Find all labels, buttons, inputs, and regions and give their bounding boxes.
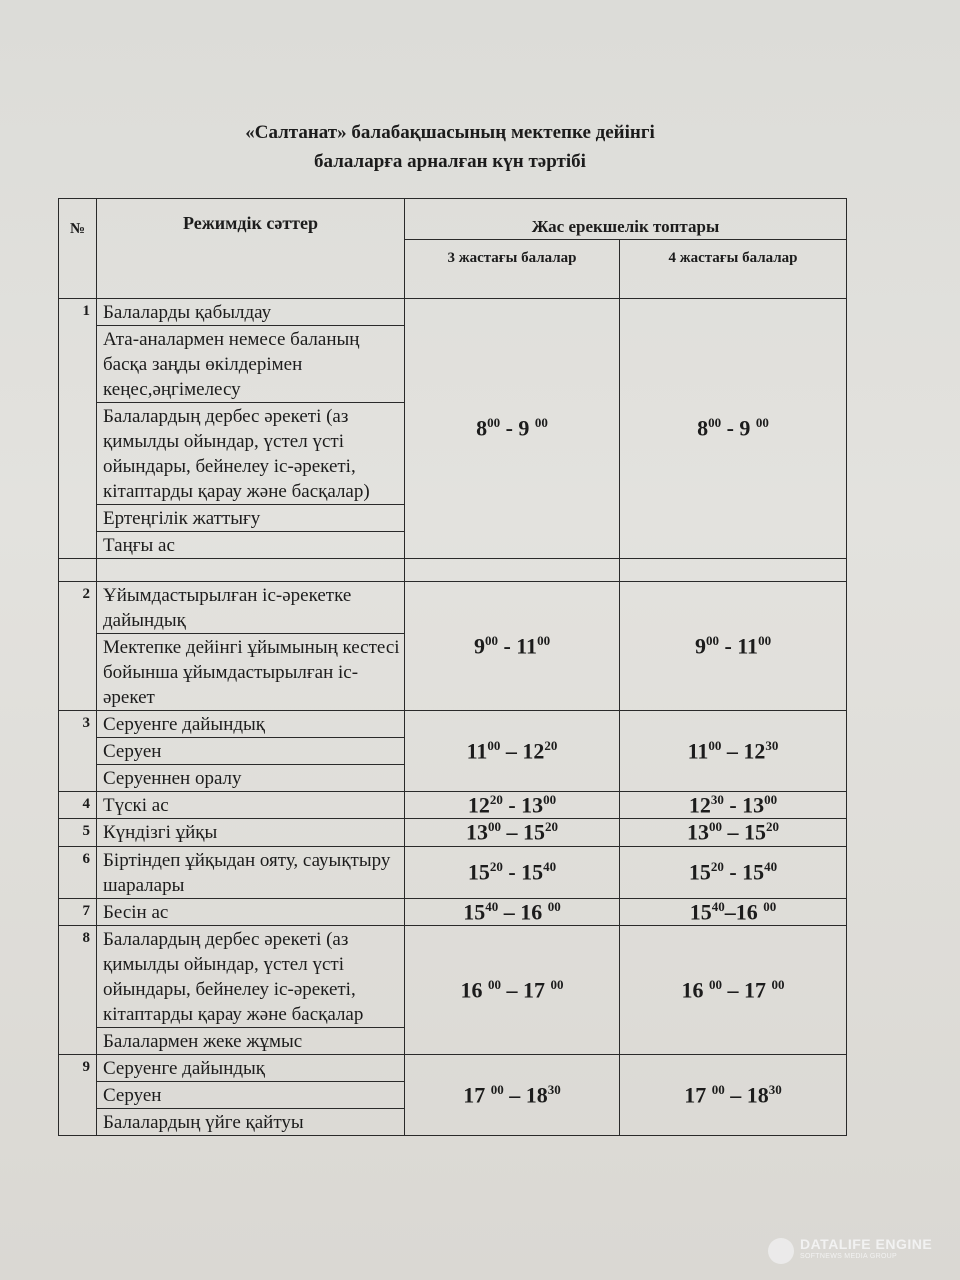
time-separator: - (500, 415, 519, 441)
time-cell-group3 (405, 1054, 620, 1135)
time-separator: - (723, 792, 743, 818)
table-row (59, 299, 847, 559)
row-number: 1 (59, 299, 97, 559)
header-regime: Режимдік сәттер (97, 199, 405, 299)
activity-item: Серуенге дайындық (97, 711, 404, 738)
time-cell-group4 (620, 299, 847, 559)
time-end-minutes: 20 (766, 819, 779, 835)
schedule-body (59, 299, 847, 1136)
activity-item: Бесін ас (103, 901, 169, 923)
time-cell-group4 (620, 846, 847, 898)
time-start-hour: 13 (466, 819, 488, 845)
time-separator: – (503, 1082, 526, 1108)
activity-item: Түскі ас (103, 795, 169, 816)
spacer-cell (97, 559, 405, 582)
time-end-minutes: 40 (764, 858, 778, 874)
time-cell-group3 (405, 898, 620, 925)
table-row (59, 792, 847, 819)
time-start-minutes: 00 (484, 632, 498, 648)
time-end-minutes: 00 (771, 976, 785, 992)
spacer-cell (620, 559, 847, 582)
header-number: № (59, 199, 97, 299)
row-number: 8 (59, 925, 97, 1054)
time-end-hour: 11 (737, 633, 759, 659)
time-start-minutes: 00 (705, 632, 719, 648)
document-title (150, 118, 750, 176)
time-end-hour: 18 (525, 1082, 548, 1108)
table-row (59, 1054, 847, 1135)
time-end-hour: 15 (523, 819, 545, 845)
time-start-hour: 16 (460, 977, 488, 1003)
time-separator: - (502, 859, 522, 885)
time-start-hour: 15 (463, 898, 486, 924)
row-activities (97, 846, 405, 898)
time-end-minutes: 20 (545, 819, 558, 835)
time-separator: – (724, 1082, 747, 1108)
time-separator: – (498, 898, 521, 924)
time-start-hour: 17 (463, 1082, 491, 1108)
row-number: 2 (59, 582, 97, 711)
time-cell-group4 (620, 898, 847, 925)
time-end-minutes: 30 (547, 1081, 561, 1097)
activity-item: Мектепке дейінгі ұйымының кестесі бойынша ұйымдастырылған іс-әрекет (103, 637, 400, 708)
time-start-minutes: 00 (709, 819, 722, 835)
time-end-hour: 11 (516, 633, 538, 659)
time-end-hour: 9 (739, 415, 756, 441)
row-number: 6 (59, 846, 97, 898)
table-row (59, 711, 847, 792)
time-end-hour: 12 (522, 738, 545, 764)
daily-schedule-table (58, 198, 847, 1136)
activity-item: Серуеннен оралу (103, 768, 242, 789)
time-end-minutes: 00 (755, 415, 769, 431)
watermark-sub: SOFTNEWS MEDIA GROUP (800, 1253, 898, 1260)
time-start-minutes: 00 (709, 976, 722, 992)
time-separator: - (723, 859, 743, 885)
time-start-minutes: 20 (710, 858, 724, 874)
table-row (59, 582, 847, 711)
time-start-minutes: 40 (485, 898, 499, 914)
time-end-hour: 13 (521, 792, 544, 818)
time-end-hour: 9 (518, 415, 535, 441)
time-end-minutes: 00 (764, 792, 778, 807)
header-row-1 (59, 199, 847, 240)
time-separator: – (501, 977, 523, 1003)
title-line-2: балаларға арналған күн тәртібі (314, 151, 586, 172)
time-start-hour: 13 (687, 819, 709, 845)
time-end-minutes: 00 (758, 632, 772, 648)
time-end-minutes: 40 (543, 858, 557, 874)
time-end-minutes: 00 (550, 976, 564, 992)
activity-item: Ата-аналармен немесе баланың басқа заңды өкілдерімен кеңес,әңгімелесу (97, 326, 404, 403)
time-start-hour: 9 (694, 633, 706, 659)
row-number: 5 (59, 819, 97, 846)
time-separator: – (501, 819, 523, 845)
time-separator: – (724, 898, 736, 924)
time-start-hour: 12 (467, 792, 490, 818)
time-end-hour: 16 (520, 898, 548, 924)
header-age-groups: Жас ерекшелік топтары (405, 199, 847, 240)
time-start-minutes: 00 (711, 1081, 725, 1097)
activity-item: Балалардың үйге қайтуы (103, 1111, 304, 1133)
time-separator: - (497, 633, 517, 659)
time-start-hour: 11 (466, 738, 488, 764)
header-group-3: 3 жастағы балалар (405, 240, 620, 299)
time-separator: – (722, 819, 744, 845)
time-cell-group3 (405, 819, 620, 846)
activity-item: Балалардың дербес әрекеті (аз қимылды ойындар, үстел үсті ойындары, бейнелеу іс-әрекеті, кітаптарды қарау және басқалар) (97, 403, 404, 505)
time-start-hour: 15 (689, 898, 712, 924)
time-start-hour: 8 (697, 415, 709, 441)
time-cell-group3 (405, 299, 620, 559)
time-end-hour: 18 (746, 1082, 769, 1108)
time-separator: - (721, 415, 740, 441)
activity-item: Таңғы ас (103, 535, 175, 556)
time-end-minutes: 30 (768, 1081, 782, 1097)
table-row (59, 925, 847, 1054)
time-start-minutes: 00 (487, 737, 501, 753)
spacer-cell (59, 559, 97, 582)
time-end-minutes: 20 (544, 737, 558, 753)
time-end-minutes: 00 (543, 792, 557, 807)
spacer-row (59, 559, 847, 582)
time-start-minutes: 30 (710, 792, 724, 807)
time-end-hour: 16 (735, 898, 764, 924)
table-row (59, 898, 847, 925)
header-group-4: 4 жастағы балалар (620, 240, 847, 299)
time-cell-group3 (405, 582, 620, 711)
time-cell-group3 (405, 846, 620, 898)
time-start-minutes: 00 (488, 976, 501, 992)
time-start-minutes: 00 (708, 415, 722, 431)
time-separator: – (500, 738, 523, 764)
row-activities (97, 582, 405, 711)
time-end-minutes: 00 (534, 415, 548, 431)
activity-item: Балалардың дербес әрекеті (аз қимылды ойындар, үстел үсті ойындары, бейнелеу іс-әрекеті, кітаптарды қарау және басқалар (97, 926, 404, 1028)
time-start-hour: 12 (688, 792, 711, 818)
activity-item: Серуен (97, 1082, 404, 1109)
activity-item: Балаларды қабылдау (97, 299, 404, 326)
watermark-logo-icon (768, 1238, 794, 1264)
row-activities (97, 711, 405, 792)
time-end-minutes: 00 (763, 898, 777, 914)
time-start-hour: 17 (684, 1082, 712, 1108)
time-end-minutes: 30 (765, 737, 779, 753)
table-row (59, 846, 847, 898)
watermark-brand: DATALIFE ENGINE (800, 1236, 933, 1252)
activity-item: Күндізгі ұйқы (103, 822, 218, 844)
time-end-hour: 15 (742, 859, 765, 885)
row-number: 7 (59, 898, 97, 925)
time-end-hour: 12 (743, 738, 766, 764)
row-activities (97, 792, 405, 819)
title-line-1: «Салтанат» балабақшасының мектепке дейінгі (245, 122, 655, 143)
time-cell-group3 (405, 925, 620, 1054)
time-start-minutes: 00 (487, 415, 501, 431)
time-start-hour: 8 (476, 415, 488, 441)
time-cell-group4 (620, 582, 847, 711)
time-start-hour: 9 (473, 633, 485, 659)
row-activities (97, 1054, 405, 1135)
activity-item: Серуен (97, 738, 404, 765)
time-separator: – (722, 977, 744, 1003)
time-cell-group4 (620, 925, 847, 1054)
row-activities (97, 898, 405, 925)
time-cell-group4 (620, 819, 847, 846)
time-end-minutes: 00 (547, 898, 561, 914)
time-cell-group3 (405, 792, 620, 819)
watermark (768, 1236, 948, 1266)
time-cell-group4 (620, 792, 847, 819)
time-end-hour: 13 (742, 792, 765, 818)
time-start-minutes: 00 (490, 1081, 504, 1097)
row-number: 3 (59, 711, 97, 792)
time-cell-group3 (405, 711, 620, 792)
time-start-minutes: 00 (488, 819, 501, 835)
time-end-minutes: 00 (537, 632, 551, 648)
time-start-hour: 11 (687, 738, 709, 764)
time-cell-group4 (620, 711, 847, 792)
time-separator: - (502, 792, 522, 818)
time-separator: - (718, 633, 738, 659)
row-number: 4 (59, 792, 97, 819)
activity-item: Серуенге дайындық (97, 1055, 404, 1082)
activity-item: Ұйымдастырылған іс-әрекетке дайындық (97, 582, 404, 634)
row-activities (97, 299, 405, 559)
activity-item: Біртіндеп ұйқыдан ояту, сауықтыру шаралары (103, 849, 391, 896)
time-end-hour: 17 (523, 977, 551, 1003)
time-start-minutes: 40 (711, 898, 725, 914)
spacer-cell (405, 559, 620, 582)
time-start-hour: 15 (688, 859, 711, 885)
time-start-minutes: 00 (708, 737, 722, 753)
time-start-minutes: 20 (489, 858, 503, 874)
time-cell-group4 (620, 1054, 847, 1135)
time-start-hour: 16 (681, 977, 709, 1003)
row-activities (97, 925, 405, 1054)
time-end-hour: 17 (744, 977, 772, 1003)
time-start-hour: 15 (467, 859, 490, 885)
row-activities (97, 819, 405, 846)
row-number: 9 (59, 1054, 97, 1135)
activity-item: Ертеңгілік жаттығу (97, 505, 404, 532)
table-row (59, 819, 847, 846)
time-end-hour: 15 (521, 859, 544, 885)
time-start-minutes: 20 (489, 792, 503, 807)
time-separator: – (721, 738, 744, 764)
activity-item: Балалармен жеке жұмыс (103, 1030, 303, 1052)
time-end-hour: 15 (744, 819, 766, 845)
